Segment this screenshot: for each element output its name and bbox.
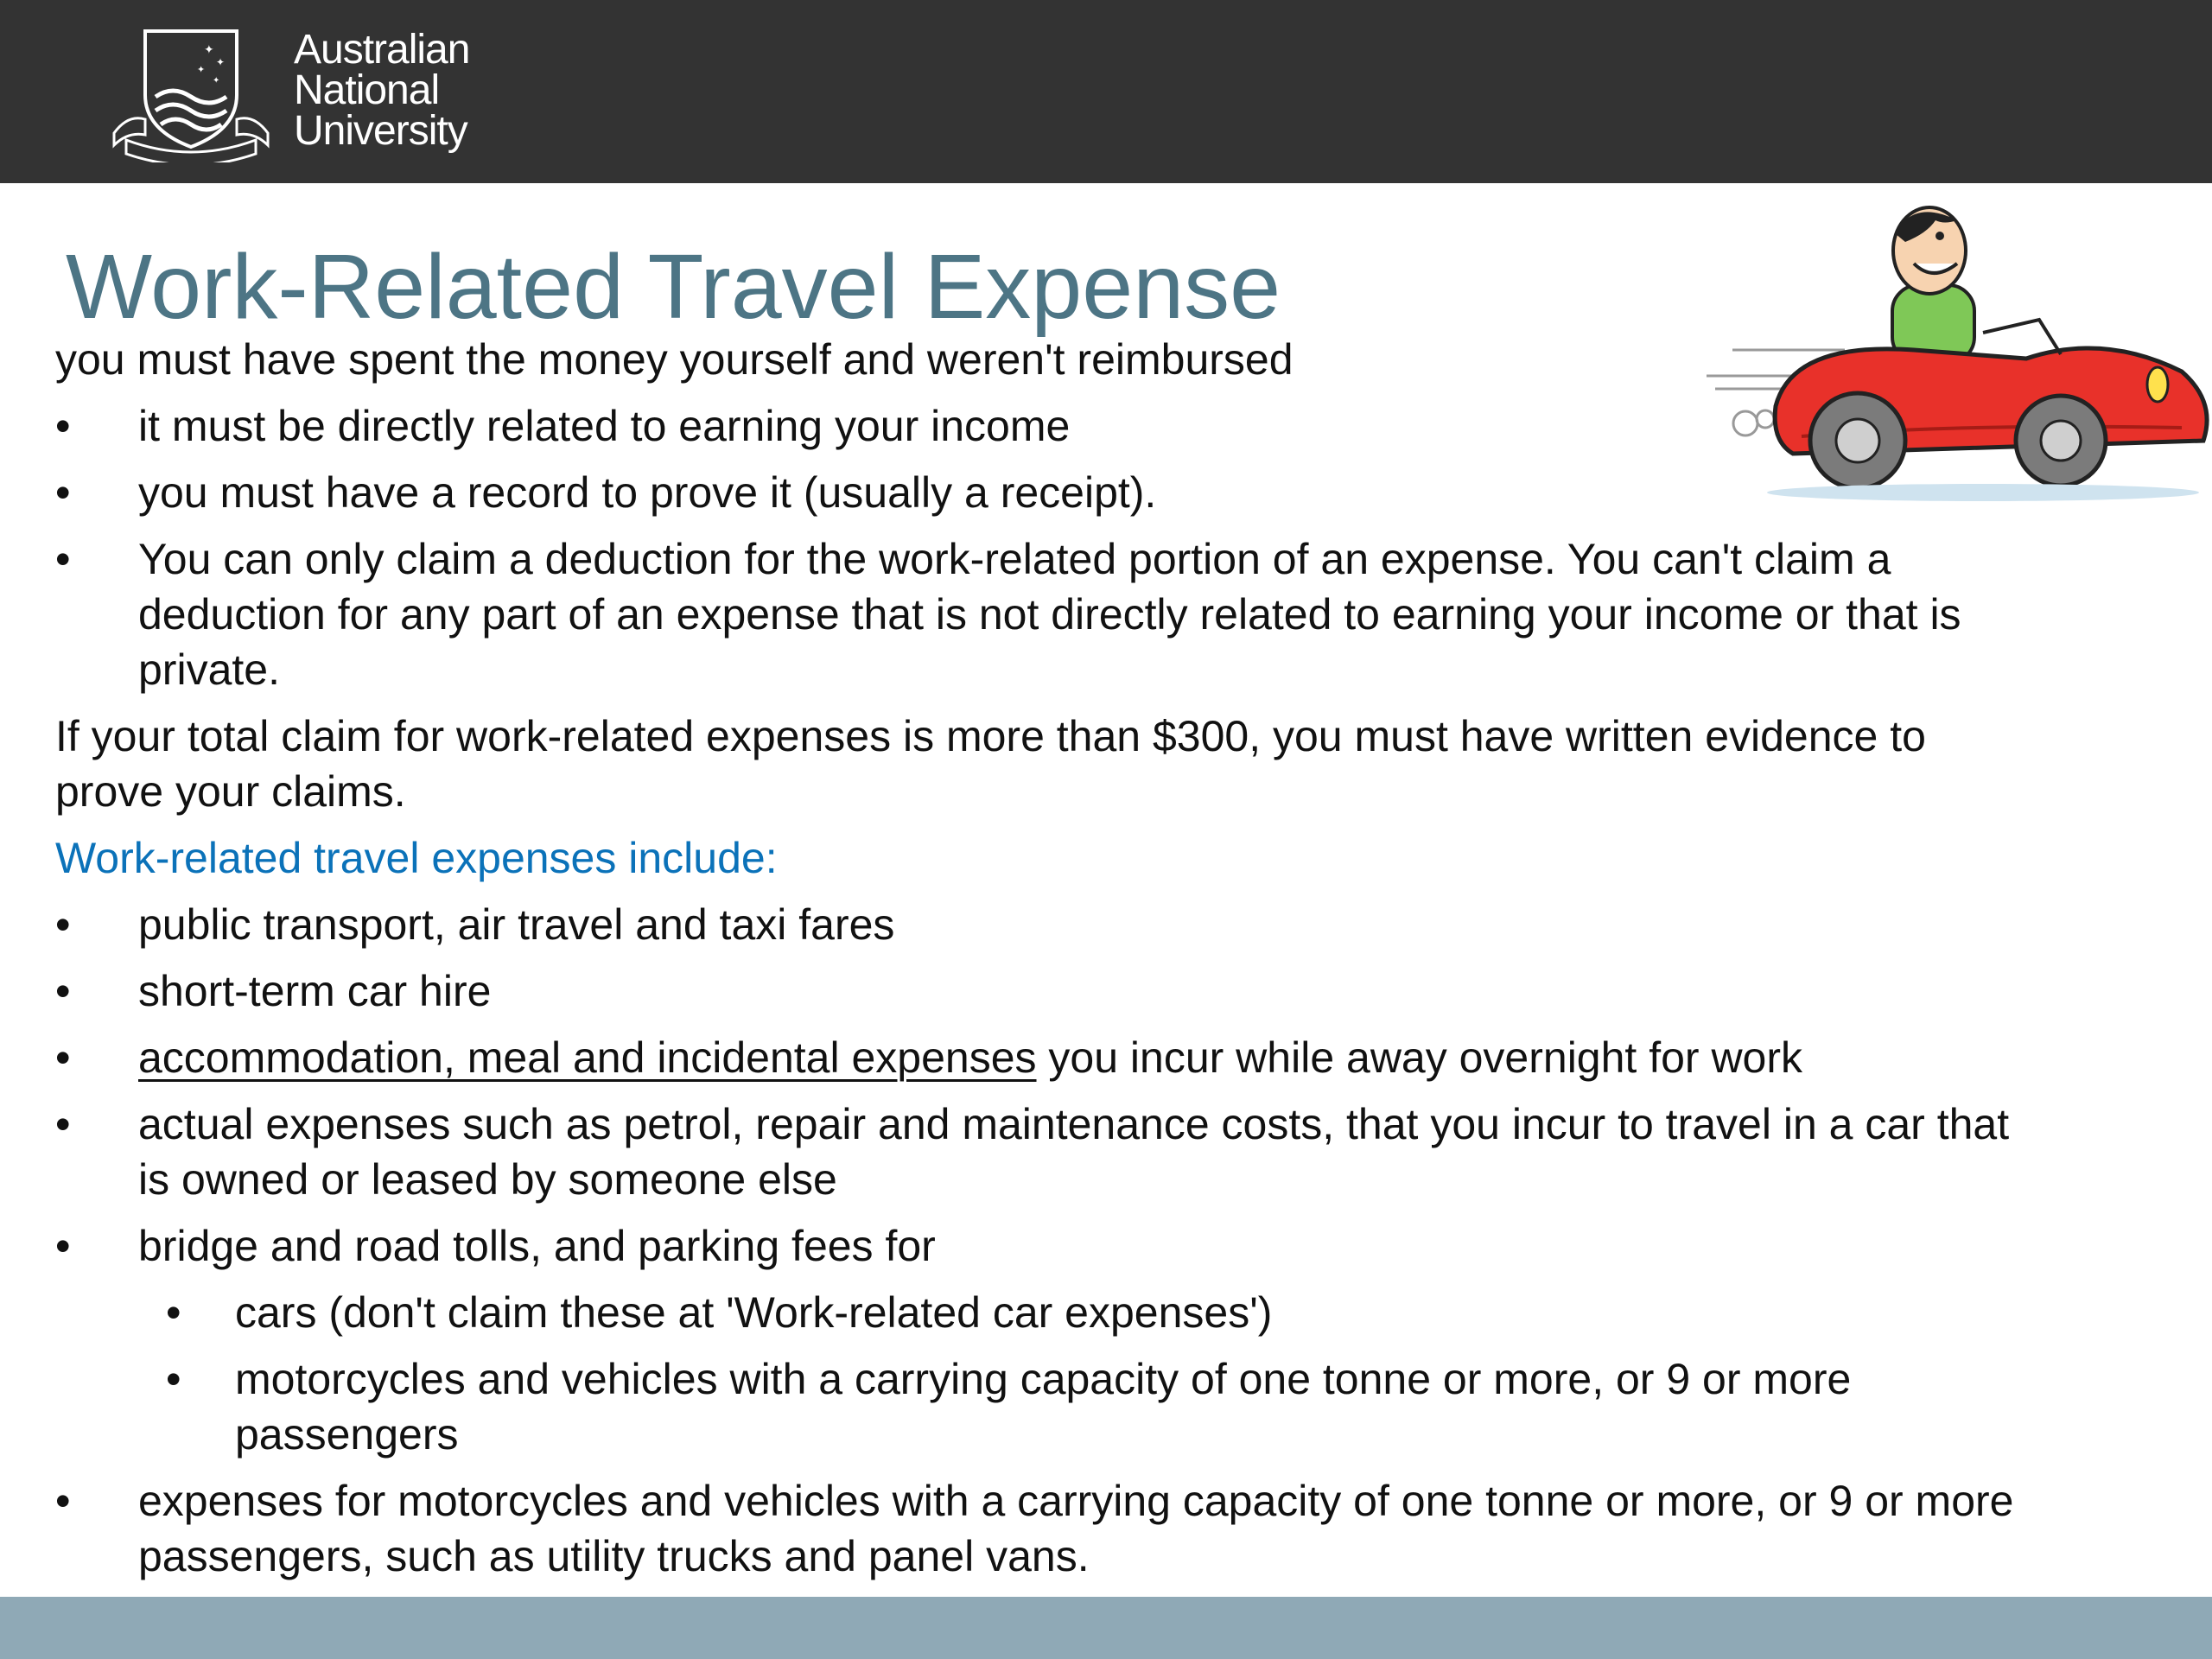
bullet: • — [55, 1100, 71, 1148]
list-item — [55, 398, 2034, 454]
list-item — [55, 465, 2034, 520]
footer-bar — [0, 1597, 2212, 1659]
bullet: • — [55, 535, 71, 583]
accommodation-link[interactable]: accommodation, meal and incidental expenses — [138, 1033, 1037, 1082]
list-item — [55, 1030, 2034, 1085]
svg-text:✦: ✦ — [216, 56, 226, 68]
anu-crest-icon — [111, 24, 271, 162]
sub-include-text: motorcycles and vehicles with a carrying capacity of one tonne or more, or 9 or more passengers — [235, 1355, 1852, 1459]
list-item — [55, 531, 2034, 697]
list-item — [55, 1096, 2034, 1207]
condition-text: You can only claim a deduction for the work-related portion of an expense. You can't claim a deduction for any part of an expense that is not directly related to earning your income or that is private. — [138, 535, 1961, 694]
bullet: • — [55, 1222, 71, 1270]
sub-list-item — [55, 1285, 2034, 1340]
include-text: you incur while away overnight for work — [1036, 1033, 1803, 1082]
slide-title: Work-Related Travel Expense — [66, 236, 1281, 338]
svg-text:✦: ✦ — [213, 76, 220, 86]
sub-list-item — [55, 1351, 2034, 1462]
slide-body — [55, 332, 2034, 1595]
logo-line-1: Australian — [294, 27, 470, 73]
include-text: public transport, air travel and taxi fares — [138, 900, 895, 949]
logo-line-2: National — [294, 67, 440, 113]
include-text: actual expenses such as petrol, repair and maintenance costs, that you incur to travel in a car that is owned or leased by someone else — [138, 1100, 2010, 1204]
include-text: short-term car hire — [138, 967, 492, 1015]
include-heading: Work-related travel expenses include: — [55, 834, 778, 882]
include-text: bridge and road tolls, and parking fees for — [138, 1222, 936, 1270]
svg-text:✦: ✦ — [204, 42, 214, 56]
list-item — [55, 963, 2034, 1019]
include-text: expenses for motorcycles and vehicles with a carrying capacity of one tonne or more, or 9 or more passengers, such as utility trucks and panel vans. — [138, 1477, 2014, 1580]
university-name — [294, 27, 470, 154]
bullet: • — [166, 1355, 181, 1403]
bullet: • — [166, 1288, 181, 1337]
anu-logo[interactable] — [111, 24, 491, 162]
intro-text: you must have spent the money yourself and weren't reimbursed — [55, 335, 1294, 384]
evidence-note: If your total claim for work-related expenses is more than $300, you must have written evidence to prove your claims. — [55, 712, 1926, 816]
bullet: • — [55, 1477, 71, 1525]
bullet: • — [55, 967, 71, 1015]
header-bar — [0, 0, 2212, 183]
bullet: • — [55, 1033, 71, 1082]
logo-line-3: University — [294, 108, 467, 154]
svg-text:✦: ✦ — [197, 65, 206, 75]
list-item — [55, 897, 2034, 952]
condition-text: you must have a record to prove it (usually a receipt). — [138, 468, 1157, 517]
list-item — [55, 1473, 2034, 1584]
condition-text: it must be directly related to earning your income — [138, 402, 1071, 450]
sub-include-text: cars (don't claim these at 'Work-related car expenses') — [235, 1288, 1273, 1337]
list-item — [55, 1218, 2034, 1274]
bullet: • — [55, 900, 71, 949]
bullet: • — [55, 402, 71, 450]
bullet: • — [55, 468, 71, 517]
